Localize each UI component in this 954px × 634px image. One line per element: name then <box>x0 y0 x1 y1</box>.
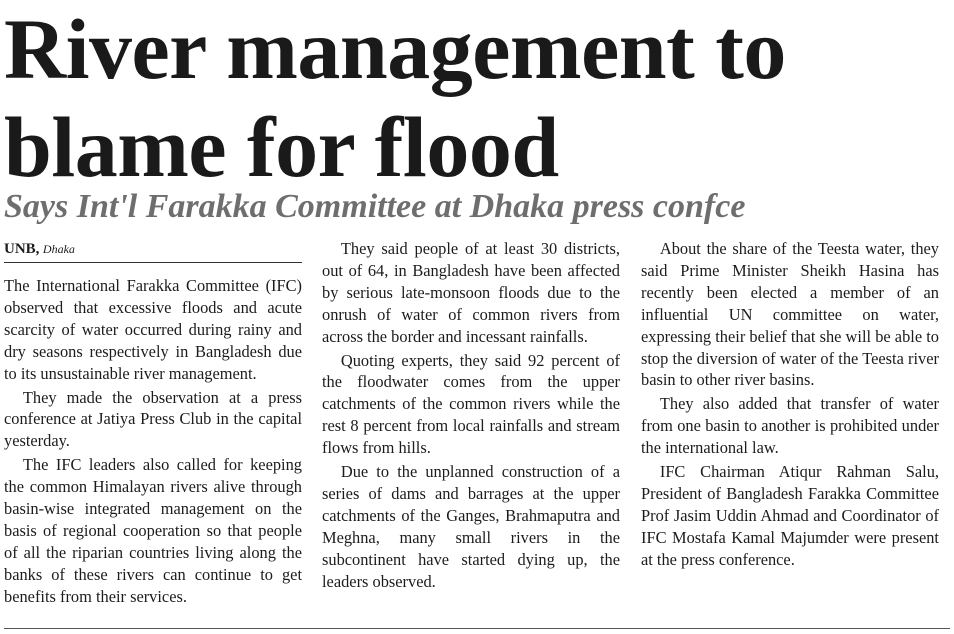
headline-line-1: River management to <box>4 1 786 97</box>
paragraph: About the share of the Teesta water, they said Prime Minister Sheikh Hasina has recently been elected a member of an influential UN committee on water, expressing their belief that she will be able to stop the diversion of water of the Teesta river basin to other river basins. <box>641 239 939 390</box>
article-column-3 <box>641 238 939 571</box>
subheadline: Says Int'l Farakka Committee at Dhaka press confce <box>4 188 746 225</box>
byline-place: Dhaka <box>42 242 75 256</box>
article-column-2 <box>322 238 620 593</box>
headline-line-2: blame for flood <box>4 99 559 195</box>
byline <box>4 240 302 259</box>
paragraph: Due to the unplanned construction of a series of dams and barrages at the upper catchments of the Ganges, Brahmaputra and Meghna, many small rivers in the subcontinent have started dying up, the leaders observed. <box>322 462 620 591</box>
paragraph: They said people of at least 30 districts, out of 64, in Bangladesh have been affected by serious late-monsoon floods due to the onrush of water of common rivers from across the border and incessant rainfalls. <box>322 239 620 346</box>
paragraph: The International Farakka Committee (IFC) observed that excessive floods and acute scarcity of water occurred during rainy and dry seasons respectively in Bangladesh due to its unsustainable river management. <box>4 276 302 383</box>
bottom-divider <box>4 628 950 629</box>
headline <box>4 0 950 196</box>
byline-agency: UNB, <box>4 241 40 257</box>
article-column-1 <box>4 275 302 608</box>
byline-divider <box>4 262 302 263</box>
paragraph: IFC Chairman Atiqur Rahman Salu, President of Bangladesh Farakka Committee Prof Jasim Uddin Ahmad and Coordinator of IFC Mostafa Kamal Majumder were present at the press conference. <box>641 462 939 569</box>
paragraph: They also added that transfer of water from one basin to another is prohibited under the international law. <box>641 394 939 458</box>
paragraph: They made the observation at a press conference at Jatiya Press Club in the capital yesterday. <box>4 387 302 451</box>
paragraph: The IFC leaders also called for keeping the common Himalayan rivers alive through basin-wise integrated management on the basis of regional cooperation so that people of all the riparian countries living along the banks of these rivers can continue to get benefits from their services. <box>4 455 302 606</box>
paragraph: Quoting experts, they said 92 percent of the floodwater comes from the upper catchments of the common rivers while the rest 8 percent from local rainfalls and stream flows from hills. <box>322 350 620 458</box>
